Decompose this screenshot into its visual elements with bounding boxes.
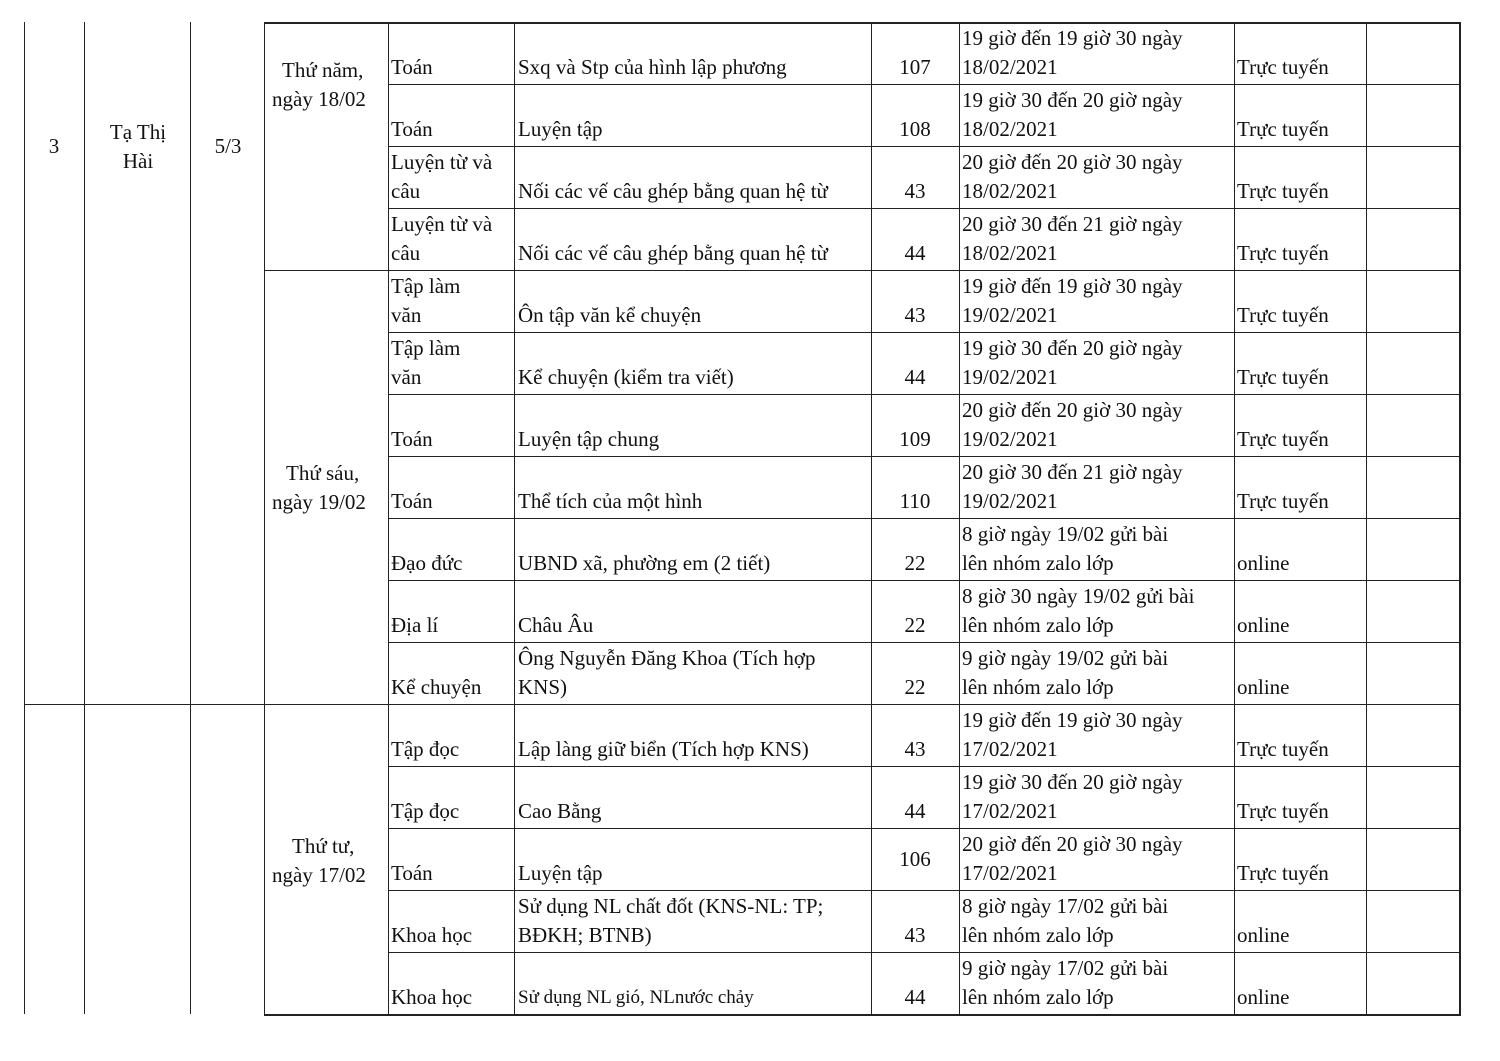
period-cell: 110 <box>899 489 931 513</box>
period-cell: 44 <box>904 365 926 389</box>
subject-cell: câu <box>391 179 421 203</box>
period-cell: 22 <box>904 551 926 575</box>
subject-cell: Luyện từ và <box>391 212 493 236</box>
lesson-cell: Lập làng giữ biển (Tích hợp KNS) <box>518 737 809 761</box>
time-cell: 18/02/2021 <box>962 117 1058 141</box>
period-cell: 108 <box>899 117 931 141</box>
row-divider <box>388 580 1461 581</box>
row-divider <box>264 270 1461 271</box>
lesson-cell: Luyện tập <box>518 117 603 141</box>
time-cell: 18/02/2021 <box>962 179 1058 203</box>
subject-cell: Địa lí <box>391 613 439 637</box>
lesson-cell: Sxq và Stp của hình lập phương <box>518 55 787 79</box>
subject-cell: câu <box>391 241 421 265</box>
mode-cell: Trực tuyến <box>1237 489 1329 513</box>
period-cell: 43 <box>904 303 926 327</box>
lesson-cell: Nối các vế câu ghép bằng quan hệ từ <box>518 241 828 265</box>
period-cell: 106 <box>899 847 931 871</box>
subject-cell: Tập đọc <box>391 737 460 761</box>
time-cell: 8 giờ 30 ngày 19/02 gửi bài <box>962 584 1195 608</box>
subject-cell: Toán <box>391 55 433 79</box>
time-cell: 19/02/2021 <box>962 365 1058 389</box>
subject-cell: Toán <box>391 427 433 451</box>
lesson-cell: Sử dụng NL chất đốt (KNS-NL: TP; <box>518 894 824 918</box>
mode-cell: online <box>1237 985 1290 1009</box>
subject-cell: Toán <box>391 861 433 885</box>
subject-cell: Đạo đức <box>391 551 463 575</box>
period-cell: 44 <box>904 241 926 265</box>
row-divider <box>264 1014 1461 1016</box>
row-divider <box>388 828 1461 829</box>
lesson-cell: Luyện tập chung <box>518 427 660 451</box>
time-cell: lên nhóm zalo lớp <box>962 985 1114 1009</box>
time-cell: 17/02/2021 <box>962 861 1058 885</box>
time-cell: 19 giờ 30 đến 20 giờ ngày <box>962 88 1183 112</box>
day-label-line2: ngày 18/02 <box>272 87 366 111</box>
period-cell: 22 <box>904 675 926 699</box>
time-cell: 18/02/2021 <box>962 241 1058 265</box>
time-cell: 20 giờ 30 đến 21 giờ ngày <box>962 212 1183 236</box>
time-cell: 17/02/2021 <box>962 799 1058 823</box>
mode-cell: online <box>1237 675 1290 699</box>
day-label-line1: Thứ năm, <box>282 58 364 82</box>
subject-cell: Khoa học <box>391 985 473 1009</box>
group-divider <box>24 704 264 705</box>
mode-cell: Trực tuyến <box>1237 241 1329 265</box>
time-cell: 18/02/2021 <box>962 55 1058 79</box>
time-cell: 19 giờ đến 19 giờ 30 ngày <box>962 26 1183 50</box>
time-cell: lên nhóm zalo lớp <box>962 613 1114 637</box>
subject-cell: văn <box>391 365 422 389</box>
time-cell: 20 giờ đến 20 giờ 30 ngày <box>962 832 1183 856</box>
time-cell: 19/02/2021 <box>962 303 1058 327</box>
day-label-line1: Thứ tư, <box>292 834 355 858</box>
subject-cell: Toán <box>391 117 433 141</box>
row-divider <box>388 84 1461 85</box>
time-cell: 9 giờ ngày 19/02 gửi bài <box>962 646 1169 670</box>
time-cell: 19/02/2021 <box>962 489 1058 513</box>
time-cell: 19 giờ đến 19 giờ 30 ngày <box>962 708 1183 732</box>
subject-cell: Khoa học <box>391 923 473 947</box>
mode-cell: Trực tuyến <box>1237 737 1329 761</box>
subject-cell: Tập làm <box>391 274 461 298</box>
mode-cell: online <box>1237 551 1290 575</box>
row-divider <box>388 952 1461 953</box>
teacher-name-line2: Hài <box>122 149 154 173</box>
subject-cell: văn <box>391 303 422 327</box>
row-divider <box>388 642 1461 643</box>
lesson-cell: Kể chuyện (kiểm tra viết) <box>518 365 734 389</box>
lesson-cell: Nối các vế câu ghép bằng quan hệ từ <box>518 179 828 203</box>
time-cell: 8 giờ ngày 17/02 gửi bài <box>962 894 1169 918</box>
row-divider <box>388 146 1461 147</box>
period-cell: 43 <box>904 923 926 947</box>
mode-cell: Trực tuyến <box>1237 117 1329 141</box>
period-cell: 43 <box>904 179 926 203</box>
lesson-cell: Luyện tập <box>518 861 603 885</box>
mode-cell: Trực tuyến <box>1237 799 1329 823</box>
row-divider <box>388 518 1461 519</box>
row-divider <box>388 394 1461 395</box>
mode-cell: Trực tuyến <box>1237 861 1329 885</box>
row-divider <box>388 332 1461 333</box>
lesson-cell: Sử dụng NL gió, NLnước chảy <box>518 987 754 1008</box>
subject-cell: Tập đọc <box>391 799 460 823</box>
lesson-cell: Ông Nguyễn Đăng Khoa (Tích hợp <box>518 646 816 670</box>
lesson-cell: Châu Âu <box>518 613 594 637</box>
time-cell: 17/02/2021 <box>962 737 1058 761</box>
time-cell: 20 giờ 30 đến 21 giờ ngày <box>962 460 1183 484</box>
row-divider <box>388 766 1461 767</box>
day-label-line2: ngày 17/02 <box>272 863 366 887</box>
mode-cell: online <box>1237 923 1290 947</box>
time-cell: lên nhóm zalo lớp <box>962 551 1114 575</box>
lesson-cell: Thể tích của một hình <box>518 489 703 513</box>
mode-cell: Trực tuyến <box>1237 303 1329 327</box>
time-cell: 9 giờ ngày 17/02 gửi bài <box>962 956 1169 980</box>
period-cell: 43 <box>904 737 926 761</box>
teacher-name-line1: Tạ Thị <box>109 120 167 144</box>
mode-cell: online <box>1237 613 1290 637</box>
time-cell: 8 giờ ngày 19/02 gửi bài <box>962 522 1169 546</box>
mode-cell: Trực tuyến <box>1237 179 1329 203</box>
subject-cell: Luyện từ và <box>391 150 493 174</box>
row-divider <box>388 208 1461 209</box>
period-cell: 107 <box>899 55 931 79</box>
period-cell: 109 <box>899 427 931 451</box>
lesson-cell: Cao Bằng <box>518 799 602 823</box>
lesson-cell: Ôn tập văn kể chuyện <box>518 303 702 327</box>
class-cell: 5/3 <box>214 134 242 158</box>
subject-cell: Toán <box>391 489 433 513</box>
row-divider <box>264 22 1461 24</box>
column-divider <box>84 22 85 1014</box>
mode-cell: Trực tuyến <box>1237 55 1329 79</box>
column-divider <box>190 22 191 1014</box>
stt-cell: 3 <box>48 134 60 158</box>
subject-cell: Tập làm <box>391 336 461 360</box>
column-divider <box>24 22 25 1014</box>
column-divider <box>264 22 265 1014</box>
period-cell: 44 <box>904 985 926 1009</box>
time-cell: 20 giờ đến 20 giờ 30 ngày <box>962 398 1183 422</box>
subject-cell: Kể chuyện <box>391 675 482 699</box>
day-label-line2: ngày 19/02 <box>272 490 366 514</box>
time-cell: lên nhóm zalo lớp <box>962 675 1114 699</box>
time-cell: 19 giờ 30 đến 20 giờ ngày <box>962 770 1183 794</box>
time-cell: 20 giờ đến 20 giờ 30 ngày <box>962 150 1183 174</box>
row-divider <box>264 704 1461 705</box>
lesson-cell: BĐKH; BTNB) <box>518 923 652 947</box>
mode-cell: Trực tuyến <box>1237 427 1329 451</box>
time-cell: 19 giờ đến 19 giờ 30 ngày <box>962 274 1183 298</box>
lesson-cell: UBND xã, phường em (2 tiết) <box>518 551 771 575</box>
time-cell: lên nhóm zalo lớp <box>962 923 1114 947</box>
row-divider <box>388 456 1461 457</box>
mode-cell: Trực tuyến <box>1237 365 1329 389</box>
time-cell: 19 giờ 30 đến 20 giờ ngày <box>962 336 1183 360</box>
period-cell: 22 <box>904 613 926 637</box>
row-divider <box>388 890 1461 891</box>
lesson-cell: KNS) <box>518 675 568 699</box>
day-label-line1: Thứ sáu, <box>286 461 360 485</box>
time-cell: 19/02/2021 <box>962 427 1058 451</box>
period-cell: 44 <box>904 799 926 823</box>
